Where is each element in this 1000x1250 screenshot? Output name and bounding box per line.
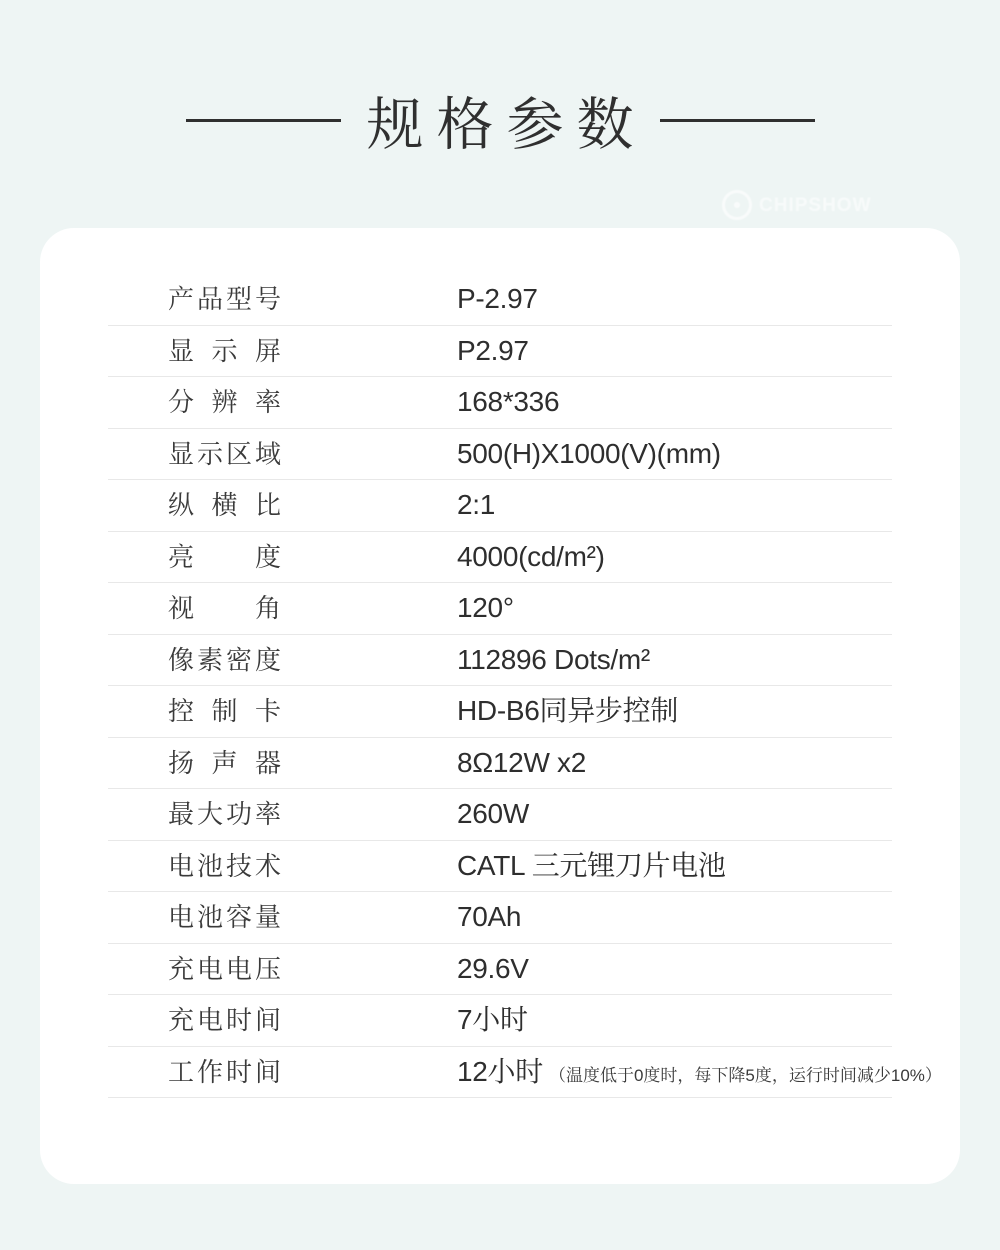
spec-value-wrap: [457, 697, 678, 725]
spec-card: [40, 228, 960, 1184]
spec-value-wrap: [457, 849, 726, 881]
spec-table: [108, 274, 942, 1098]
spec-value: 120°: [457, 592, 514, 624]
spec-row: [108, 738, 892, 790]
spec-value: 29.6V: [457, 952, 529, 984]
spec-label: 产品型号: [168, 284, 281, 315]
spec-value-wrap: [457, 746, 587, 778]
spec-label: 扬声器: [168, 747, 281, 778]
spec-label: 视角: [168, 593, 281, 624]
spec-value-wrap: [457, 388, 559, 416]
spec-value-wrap: [457, 952, 529, 984]
spec-row: [108, 841, 892, 893]
spec-label: 纵横比: [168, 490, 281, 521]
watermark-brand-text: CHIPSHOW: [759, 194, 872, 216]
spec-value: 500(H)X1000(V)(mm): [457, 437, 721, 469]
spec-value: CATL 三元锂刀片电池: [457, 849, 726, 881]
spec-label: 显示屏: [168, 335, 281, 366]
spec-value-wrap: [457, 1055, 942, 1087]
spec-label: 工作时间: [168, 1056, 281, 1087]
spec-value-wrap: [457, 540, 605, 572]
spec-row: [108, 944, 892, 996]
spec-label: 充电时间: [168, 1005, 281, 1036]
spec-value: 8Ω12W x2: [457, 746, 587, 778]
spec-row: [108, 429, 892, 481]
spec-label: 充电电压: [168, 953, 281, 984]
spec-value: 7小时: [457, 1004, 528, 1036]
spec-value: 168*336: [457, 386, 560, 418]
spec-value: 2:1: [457, 489, 496, 521]
title-rule-right: [660, 119, 815, 122]
spec-value-wrap: [457, 1006, 528, 1034]
spec-value: P2.97: [457, 334, 529, 366]
spec-note: （温度低于0度时，每下降5度，运行时间减少10%）: [548, 1065, 942, 1085]
spec-row: [108, 686, 892, 738]
spec-value-wrap: [457, 594, 514, 622]
spec-label: 像素密度: [168, 644, 281, 675]
spec-value: 260W: [457, 798, 529, 830]
page-title: 规格参数: [366, 93, 647, 157]
spec-label: 电池技术: [168, 850, 281, 881]
spec-value-wrap: [457, 643, 650, 675]
spec-value: P-2.97: [457, 283, 538, 315]
spec-row: [108, 480, 892, 532]
spec-label: 电池容量: [168, 902, 281, 933]
spec-label: 亮度: [168, 541, 281, 572]
spec-row: [108, 789, 892, 841]
spec-value: 112896 Dots/m²: [457, 643, 650, 675]
spec-row: [108, 274, 892, 326]
spec-value-wrap: [457, 800, 529, 828]
header: [0, 0, 1000, 228]
spec-row: [108, 995, 892, 1047]
spec-row: [108, 583, 892, 635]
spec-value: 70Ah: [457, 901, 522, 933]
spec-value-wrap: [457, 903, 521, 931]
spec-value: 12小时: [457, 1055, 543, 1087]
spec-row: [108, 532, 892, 584]
spec-label: 最大功率: [168, 799, 281, 830]
spec-value: 4000(cd/m²): [457, 540, 605, 572]
spec-value-wrap: [457, 334, 529, 366]
spec-value: HD-B6同异步控制: [457, 695, 679, 727]
spec-value-wrap: [457, 285, 538, 313]
spec-row: [108, 377, 892, 429]
spec-label: 分辨率: [168, 387, 281, 418]
title-rule-left: [186, 119, 341, 122]
spec-row: [108, 635, 892, 687]
spec-label: 控制卡: [168, 696, 281, 727]
spec-row: [108, 892, 892, 944]
spec-value-wrap: [457, 437, 721, 469]
spec-value-wrap: [457, 491, 495, 519]
spec-row: [108, 1047, 942, 1099]
spec-label: 显示区域: [168, 438, 281, 469]
spec-row: [108, 326, 892, 378]
